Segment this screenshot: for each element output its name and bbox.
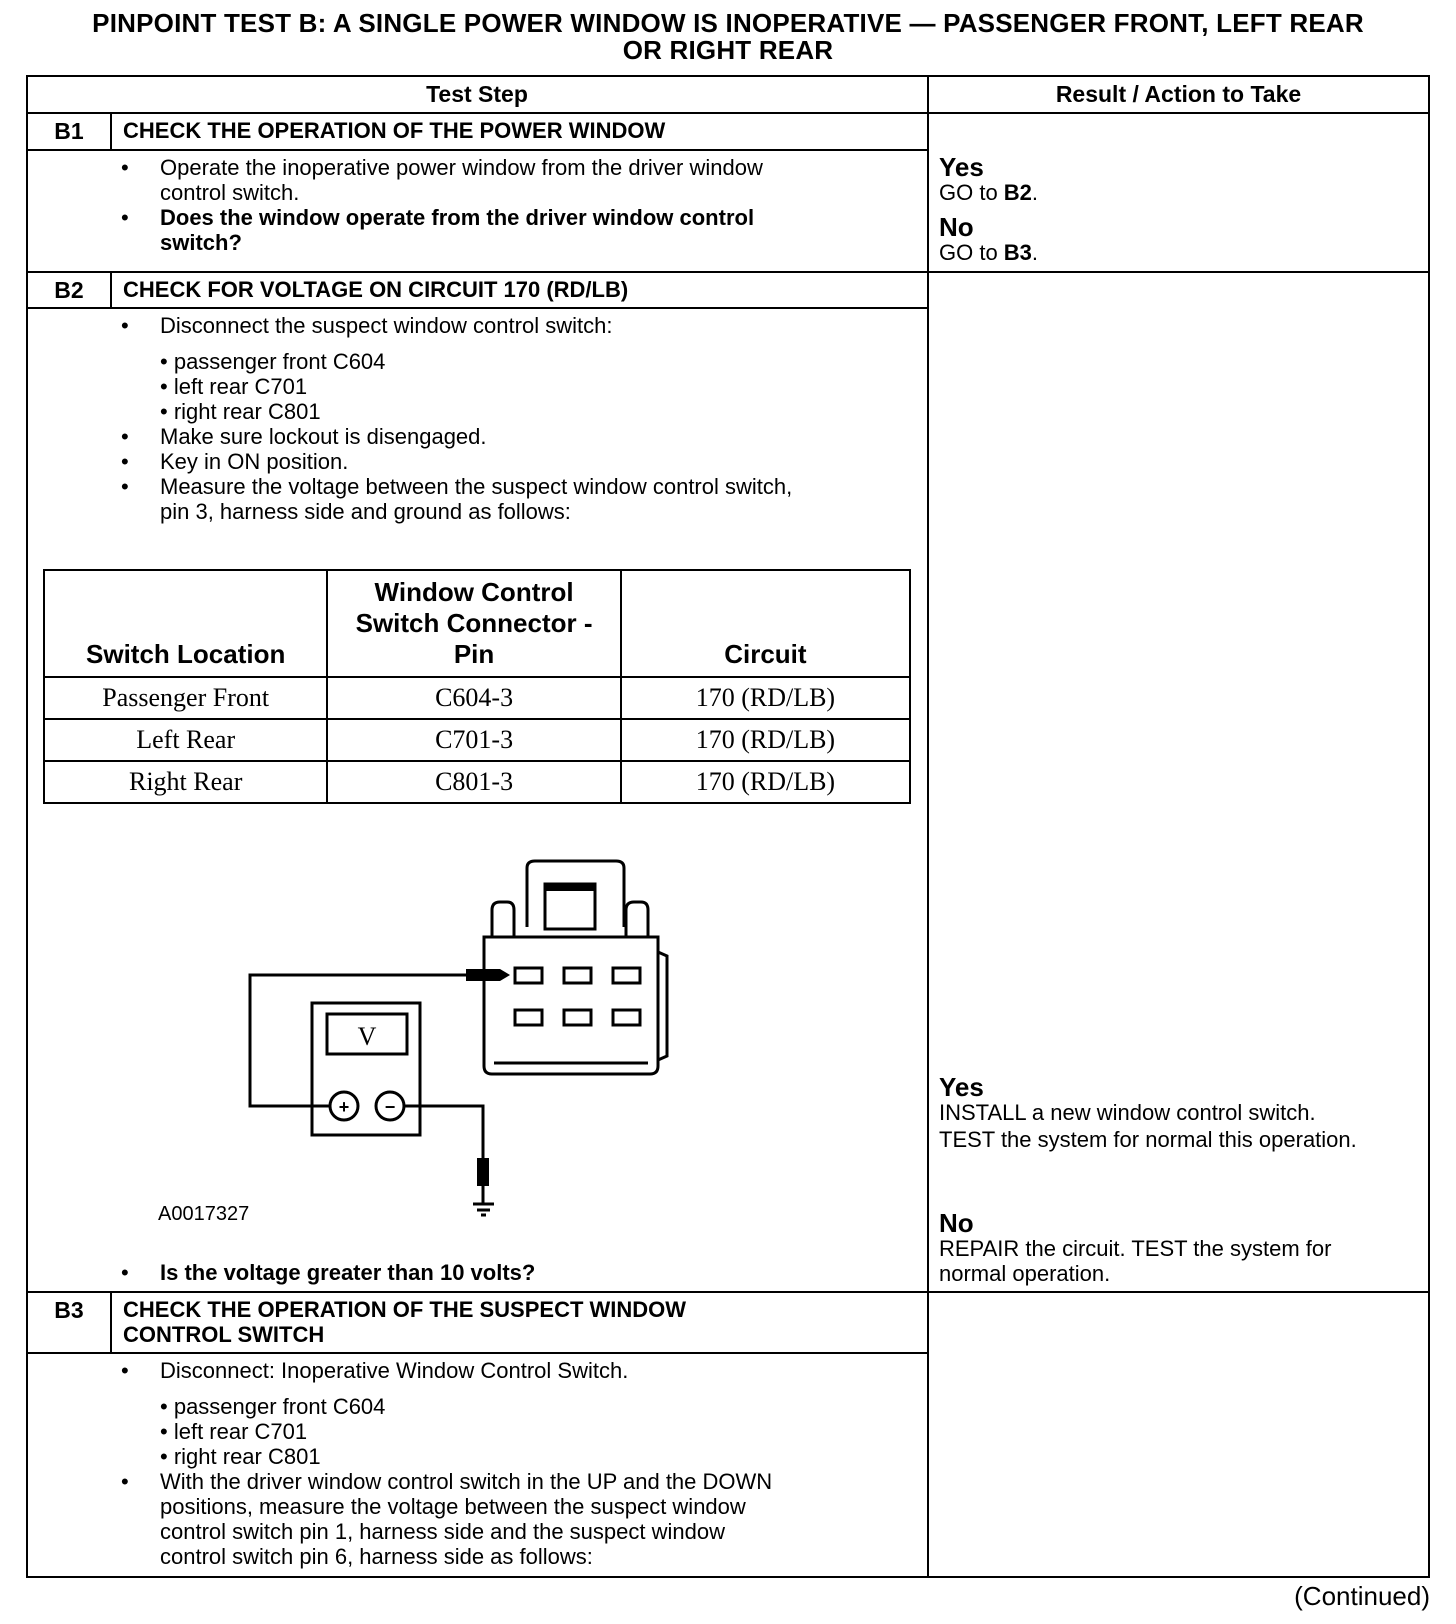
cell-circuit: 170 (RD/LB)	[621, 761, 910, 803]
b2-sub-bullet-2-text: left rear C701	[173, 374, 308, 399]
step-title-b3-line-2: CONTROL SWITCH	[123, 1322, 325, 1347]
step-title-b1: CHECK THE OPERATION OF THE POWER WINDOW	[123, 118, 666, 143]
bullet-dot: •	[121, 424, 129, 449]
b1-no-text: GO to	[939, 240, 1004, 265]
pin-5	[564, 1010, 591, 1025]
step-title-b3-line-1: CHECK THE OPERATION OF THE SUSPECT WINDOW	[123, 1297, 687, 1322]
bullet-dot: •	[121, 1260, 129, 1285]
b2-bullet-key: Key in ON position.	[160, 449, 349, 474]
pin-4	[613, 1010, 640, 1025]
b1-yes-text: GO to	[939, 180, 1004, 205]
pin-3	[515, 968, 542, 983]
cell-location: Passenger Front	[44, 677, 327, 719]
b2-no-line-2: normal operation.	[939, 1261, 1111, 1286]
bullet-dot: •	[121, 313, 129, 338]
step-id-b2: B2	[54, 277, 84, 303]
pin-2	[564, 968, 591, 983]
b3-sub-bullet-3-text: right rear C801	[173, 1444, 321, 1469]
positive-probe	[466, 969, 510, 981]
title-line-1: PINPOINT TEST B: A SINGLE POWER WINDOW IS INOPERATIVE — PASSENGER FRONT, LEFT REAR	[92, 8, 1364, 38]
bullet-dot: •	[121, 1469, 129, 1494]
b2-bullet-measure-line-1: Measure the voltage between the suspect window control switch,	[160, 474, 793, 499]
b3-sub-bullet-2-text: left rear C701	[173, 1419, 308, 1444]
bullet-dot: •	[121, 474, 129, 499]
col-header-connector-pin: Window Control Switch Connector - Pin	[327, 570, 620, 677]
b2-bullet-measure-line-2: pin 3, harness side and ground as follows:	[160, 499, 571, 524]
b2-no-label: No	[939, 1208, 974, 1238]
header-test-step: Test Step	[426, 81, 528, 107]
b2-sub-bullet-1: • passenger front C604	[160, 349, 386, 374]
b2-yes-line-2: TEST the system for normal this operation.	[939, 1127, 1357, 1152]
b3-bullet-measure-line-3: control switch pin 1, harness side and the suspect window	[160, 1519, 725, 1544]
b3-sub-bullet-1: • passenger front C604	[160, 1394, 386, 1419]
cell-circuit: 170 (RD/LB)	[621, 719, 910, 761]
b1-question-line-2: switch?	[160, 230, 242, 255]
continued-note: (Continued)	[1294, 1581, 1430, 1611]
b3-bullet-measure-line-4: control switch pin 6, harness side as follows:	[160, 1544, 593, 1569]
cell-pin: C801-3	[327, 761, 620, 803]
bullet-dot: •	[121, 449, 129, 474]
col-header-circuit: Circuit	[621, 570, 910, 677]
b3-bullet-measure-line-1: With the driver window control switch in the UP and the DOWN	[160, 1469, 773, 1494]
b3-sub-bullet-1-text: passenger front C604	[173, 1394, 386, 1419]
cell-pin: C701-3	[327, 719, 620, 761]
figure-id: A0017327	[158, 1203, 250, 1225]
negative-lead	[404, 1106, 483, 1160]
col-header-switch-location: Switch Location	[44, 570, 327, 677]
b2-yes-line-1: INSTALL a new window control switch.	[939, 1100, 1316, 1125]
title-line-2: OR RIGHT REAR	[622, 35, 834, 65]
b2-yes-label: Yes	[939, 1072, 984, 1102]
b2-sub-bullet-3: • right rear C801	[160, 399, 321, 424]
cell-circuit: 170 (RD/LB)	[621, 677, 910, 719]
b1-yes-label: Yes	[939, 152, 984, 182]
connector-ear-left	[492, 902, 514, 937]
b1-yes-period: .	[1031, 180, 1039, 205]
minus-symbol: −	[384, 1097, 396, 1117]
bullet-dot: •	[121, 205, 129, 230]
b1-question-line-1: Does the window operate from the driver window control	[160, 205, 755, 230]
cell-pin: C604-3	[327, 677, 620, 719]
b2-sub-bullet-3-text: right rear C801	[173, 399, 321, 424]
connector-latch	[527, 861, 624, 927]
b1-bullet-1-line-1: Operate the inoperative power window from the driver window	[160, 155, 763, 180]
b1-bullet-1-line-2: control switch.	[160, 180, 300, 205]
connector-body	[484, 937, 658, 1074]
b1-yes-ref: B2	[1003, 180, 1032, 205]
b3-sub-bullet-3: • right rear C801	[160, 1444, 321, 1469]
b3-bullet-disconnect: Disconnect: Inoperative Window Control Switch.	[160, 1358, 629, 1383]
b3-bullet-measure-line-2: positions, measure the voltage between the suspect window	[160, 1494, 746, 1519]
plus-symbol: +	[338, 1097, 350, 1117]
b2-bullet-disconnect: Disconnect the suspect window control switch:	[160, 313, 613, 338]
b1-no-ref: B3	[1003, 240, 1032, 265]
b2-question: Is the voltage greater than 10 volts?	[160, 1260, 536, 1285]
b3-sub-bullet-2: • left rear C701	[160, 1419, 308, 1444]
b2-bullet-lockout: Make sure lockout is disengaged.	[160, 424, 487, 449]
step-id-b3: B3	[54, 1297, 84, 1323]
bullet-dot: •	[121, 155, 129, 180]
step-title-b2: CHECK FOR VOLTAGE ON CIRCUIT 170 (RD/LB)	[123, 277, 629, 302]
cell-location: Right Rear	[44, 761, 327, 803]
negative-probe	[477, 1158, 489, 1186]
header-result: Result / Action to Take	[1055, 81, 1302, 107]
connector-ear-right	[626, 902, 648, 937]
bullet-dot: •	[121, 1358, 129, 1383]
cell-location: Left Rear	[44, 719, 327, 761]
b1-no-period: .	[1031, 240, 1039, 265]
pin-6	[515, 1010, 542, 1025]
step-id-b1: B1	[54, 118, 84, 144]
voltmeter-label: V	[357, 1022, 377, 1051]
b2-no-line-1: REPAIR the circuit. TEST the system for	[939, 1236, 1332, 1261]
pin-1	[613, 968, 640, 983]
b2-sub-bullet-2: • left rear C701	[160, 374, 308, 399]
b2-sub-bullet-1-text: passenger front C604	[173, 349, 386, 374]
b1-no-label: No	[939, 212, 974, 242]
